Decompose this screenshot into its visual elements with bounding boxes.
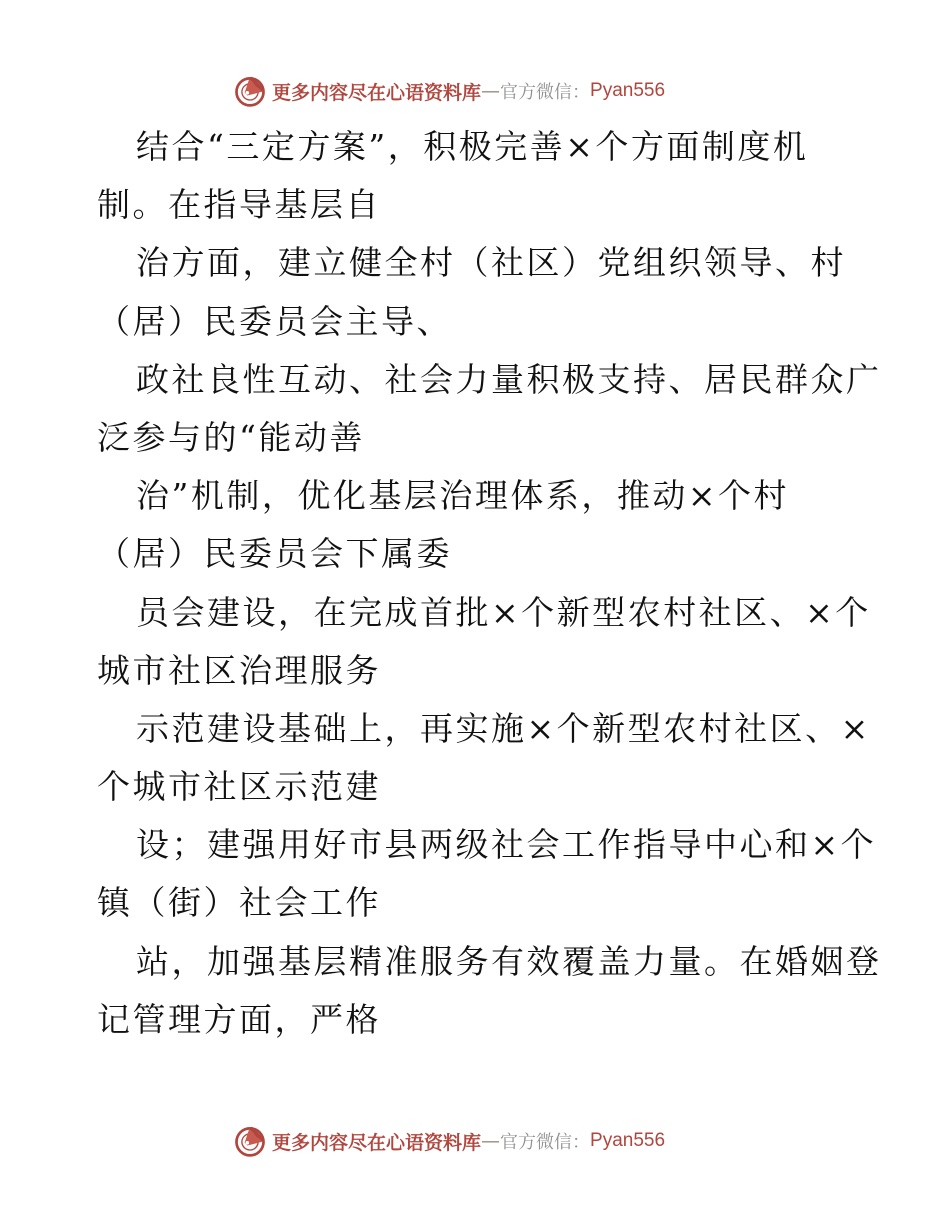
- watermark-wechat-label: 官方微信：: [500, 82, 591, 103]
- text-line: 镇（街）社会工作: [97, 883, 381, 923]
- watermark-slogan: 更多内容尽在心语资料库: [272, 81, 482, 104]
- text-line: 结合“三定方案”，积极完善×个方面制度机: [136, 127, 809, 166]
- text-line: 站，加强基层精准服务有效覆盖力量。在婚姻登: [136, 941, 882, 981]
- text-line: 治方面，建立健全村（社区）党组织领导、村: [136, 243, 846, 283]
- watermark-slogan: 更多内容尽在心语资料库: [272, 1131, 482, 1154]
- text-line: 治”机制，优化基层治理体系，推动×个村: [136, 476, 790, 516]
- text-line: 个城市社区示范建: [97, 767, 381, 807]
- text-line: 员会建设，在完成首批×个新型农村社区、×个: [136, 592, 871, 632]
- watermark-dash: —: [481, 1130, 501, 1152]
- watermark-wechat-id: Pyan556: [590, 80, 666, 101]
- text-line: 城市社区治理服务: [97, 650, 381, 690]
- text-line: （居）民委员会下属委: [97, 534, 452, 574]
- text-line: 记管理方面，严格: [97, 999, 381, 1039]
- text-line: 政社良性互动、社会力量积极支持、居民群众广: [136, 359, 882, 399]
- text-line: 示范建设基础上，再实施×个新型农村社区、×: [136, 708, 871, 748]
- text-line: 泛参与的“能动善: [97, 417, 365, 457]
- watermark-dash: —: [481, 80, 501, 102]
- pen-seal-logo-icon: [232, 1123, 268, 1159]
- text-line: （居）民委员会主导、: [97, 301, 452, 341]
- document-body: [97, 118, 882, 1049]
- text-line: 制。在指导基层自: [97, 185, 381, 225]
- watermark-wechat-id: Pyan556: [590, 1130, 666, 1151]
- footer-watermark: [232, 1121, 665, 1161]
- header-watermark: [232, 71, 665, 111]
- watermark-wechat-label: 官方微信：: [500, 1132, 591, 1153]
- text-line: 设；建强用好市县两级社会工作指导中心和×个: [136, 825, 877, 865]
- pen-seal-logo-icon: [232, 73, 268, 109]
